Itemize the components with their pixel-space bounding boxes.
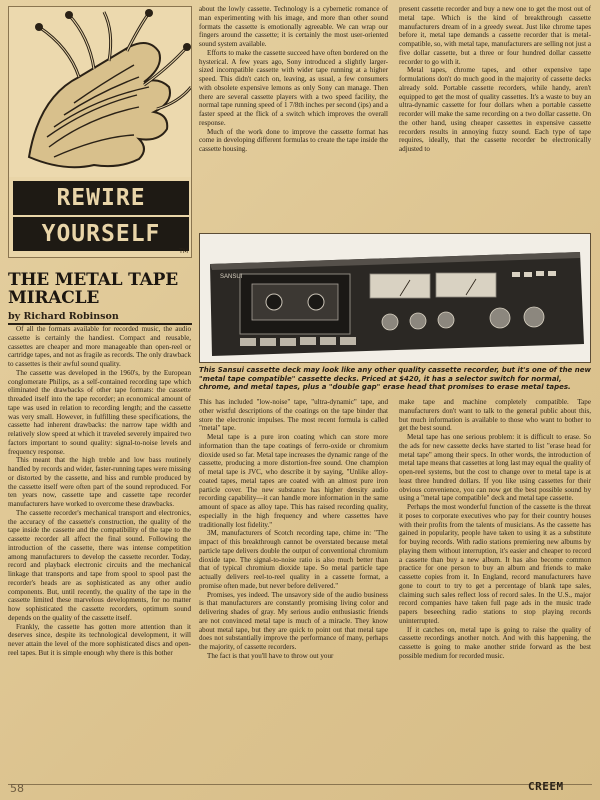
article-byline: by Richard Robinson <box>8 311 192 325</box>
article-title: THE METAL TAPE MIRACLE <box>8 270 178 308</box>
column-2-top <box>199 5 388 231</box>
paragraph: If it catches on, metal tape is going to raise the quality of cassette recordings another notch. And with this happening, the cassette is going to make another stride forward as the best possible medium for recorded music. <box>399 625 591 660</box>
cassette-deck-photo <box>199 233 591 363</box>
column-3-bottom <box>399 398 591 780</box>
paragraph: Metal tape has one serious problem: it is difficult to erase. So the ads for new cassette decks have started to list "erase head for metal tape" among their specs. In other words, the introduction of metal tape means that cassettes at long last may equal the quality of open-reel systems, but the cost to change over to metal tape is at least three hundred dollars. If you like using cassettes for their obvious convenience, you can now get the best possible sound by using a "metal tape compatible" deck and metal tape cassette. <box>399 433 591 503</box>
paragraph: Efforts to make the cassette succeed have often bordered on the hysterical. A few years ago, Sony introduced a slightly larger-sized incompatible cassette with wider tape running at a higher speed. This didn't catch on, leaving, as usual, a few consumers with obsolete expensive lemons as only Sony can manage. Then there are several cassette players with a two speed facility, the normal tape running speed of 1 7/8th inches per second (ips) and a faster speed at the flick of a switch which improves the overall response. <box>199 48 388 127</box>
photo-caption: This Sansui cassette deck may look like any other quality cassette recorder, but it's one of the new "metal tape compatible" cassette decks. Priced at $420, it has a selector switch for normal, chrome, and metal tapes, plus a "double gap" erase head that promises to erase metal tapes. <box>199 366 591 391</box>
paragraph: make tape and machine completely compatible. Tape manufacturers don't want to talk to the general public about this, but much information is available to those who want to bother to get the best sound. <box>399 398 591 433</box>
hand-with-wires-illustration <box>9 7 192 177</box>
trademark-mark: TM <box>179 248 188 255</box>
paragraph: This has included "low-noise" tape, "ultra-dynamic" tape, and other wistful descriptions of the coatings on the tape binder that store the electronic impulses. The most recent formula is called "metal" tape. <box>199 398 388 433</box>
paragraph: Frankly, the cassette has gotten more attention than it deserves since, despite its technological development, it will never attain the level of the more sophisticated discs and open-reel tapes. But it is simple enough why there is this bother <box>8 622 191 657</box>
cassette-deck-image <box>200 234 590 362</box>
paragraph: about the lowly cassette. Technology is a cybernetic romance of man experimenting with his image, and more than other sound formats the cassette is emotionally agreeable. We can wrap our fingers around the cassette; it is certainly the most user-oriented sound system available. <box>199 5 388 48</box>
paragraph: Much of the work done to improve the cassette format has come in developing different formulas to create the tape inside the cassette housing. <box>199 127 388 153</box>
paragraph: Perhaps the most wonderful function of the cassette is the threat it poses to corporate executives who pay for their country houses with their profits from the talents of musicians. As the cassette has gained in popularity, people have taken to using it as a substitute for buying records. With radio stations premiering new albums by playing them without interruption, it's easier and cheaper to record a cassette than buy a new album. It has also become common practice for one person to buy an album and friends to make cassette copies from it. In England, record manufacturers have gone to court to try to get a percentage of blank tape sales, claiming such sales reflect loss of record sales. In the U.S., major record companies have taken full page ads in the music trade papers beseeching radio stations to stop playing records uninterrupted. <box>399 503 591 625</box>
paragraph: present cassette recorder and buy a new one to get the most out of metal tape. Which is the kind of breakthrough cassette manufacturers dream of in a greedy sweat. Just like chrome tapes before it, metal tape demands a cassette recorder that is metal-compatible, so, with metal tape, manufacturers are selling not just a five dollar cassette, but a three or four hundred dollar cassette recorder to go with it. <box>399 5 591 66</box>
column-1 <box>8 325 191 780</box>
paragraph: Promises, yes indeed. The unsavory side of the audio business is that manufacturers are constantly promising living color and delivering shades of gray. My serious audio enthusiastic friends are not convinced metal tape is much of a miracle. They know about metal tape, but they are quick to point out that metal tape does not substantially improve the performance of many, perhaps the majority, of cassette recorders. <box>199 590 388 651</box>
paragraph: 3M, manufacturers of Scotch recording tape, chime in: "The impact of this breakthrough cannot be overstated because metal particle tape delivers double the output of conventional chromium dioxide tape. The signal-to-noise ratio is also much better than that of typical chromium dioxide tape. So metal particle tape actually delivers reel-to-reel quality in a cassette format, a promise often made, but never before delivered." <box>199 529 388 590</box>
paragraph: The cassette recorder's mechanical transport and electronics, the accuracy of the cassette's construction, the quality of the tape inside the cassette and the compatibility of the tape to the cassette recorder all affect the final sound. Following the introduction of the cassette, there was intense competition among manufacturers to develop the cassette recorder. Today, record and playback electronic circuits and the mechanical linkage that transports and tape from spool to spool past the recorder's heads are as sophisticated as any other audio components. But, until recently, the quality of the tape in the cassette limited these marvelous developments, for no matter how sophisticated the cassette recorders, optimum sound depends on the quality of the cassette itself. <box>8 508 191 622</box>
magazine-name: CREEM <box>528 780 564 793</box>
deck-brand-label: SANSUI <box>220 274 243 280</box>
column-3-top <box>399 5 591 231</box>
page-number: 58 <box>10 782 24 795</box>
paragraph: Of all the formats available for recorded music, the audio cassette is certainly the handiest. Compact and reusable, cassettes are cheaper and more manageable than open-reel or cartridge tapes, and not as fragile as records. The only drawback to cassettes is their awful sound quality. <box>8 325 191 368</box>
footer-rule <box>8 784 592 785</box>
paragraph: The cassette was developed in the 1960's, by the European conglomerate Philips, as a self-contained recording tape which eliminated the drawbacks of other tape formats: the cassette threaded itself into the tape recorder; an economical amount of tape was used in relation to recording length; and the cassette was very small. However, in fulfilling these specifications, the cassette had inherent drawbacks: the narrow tape width and relatively slow speed at which it traveled severely impaired two factors important to sound quality: signal-to-noise levels and frequency response. <box>8 368 191 456</box>
rewire-yourself-logo <box>8 6 192 258</box>
paragraph: Metal tape is a pure iron coating which can store more information than the tape coatings of ferro-oxide or chromium dioxide used so far. Metal tape increases the dynamic range of the cassette, producing a more distortion-free sound. One champion of metal tape is JVC, who describe it by saying, "Unlike alloy-coated tapes, metal tapes are coated with an almost pure iron particle cover. The new substance has higher density audio recording capability—it can handle more information in the same amount of space as alloy tape. This has raised recording quality, especially in the high frequency and where cassettes have traditionally lost fidelity." <box>199 433 388 529</box>
paragraph: Metal tapes, chrome tapes, and other expensive tape formulations don't do much good in the majority of cassette decks already sold. Portable cassette recorders, while handy, aren't equipped to get the most of quality cassettes. It's a waste to buy an ultra-dynamic cassette for four dollars when a portable cassette recorder will make the same recording on a two dollar cassette. On the other hand, using cheaper cassettes in expensive cassette recorders results in annoying fuzzy sound. Each type of tape requires, ideally, that the cassette recorder be electronically adjusted to <box>399 66 591 153</box>
paragraph: This meant that the high treble and low bass routinely handled by records and wider, faster-running tapes were missing or distorted by the cassette, and hiss and rumble produced by the cassette itself were often part of the sound reproduced. For ten years now, cassette tape and cassette tape recorder manufacturers have worked to overcome these drawbacks. <box>8 456 191 508</box>
column-2-bottom <box>199 398 388 780</box>
logo-word-yourself: YOURSELF <box>13 217 189 251</box>
logo-word-rewire: REWIRE <box>13 181 189 215</box>
paragraph: The fact is that you'll have to throw out your <box>207 651 334 660</box>
